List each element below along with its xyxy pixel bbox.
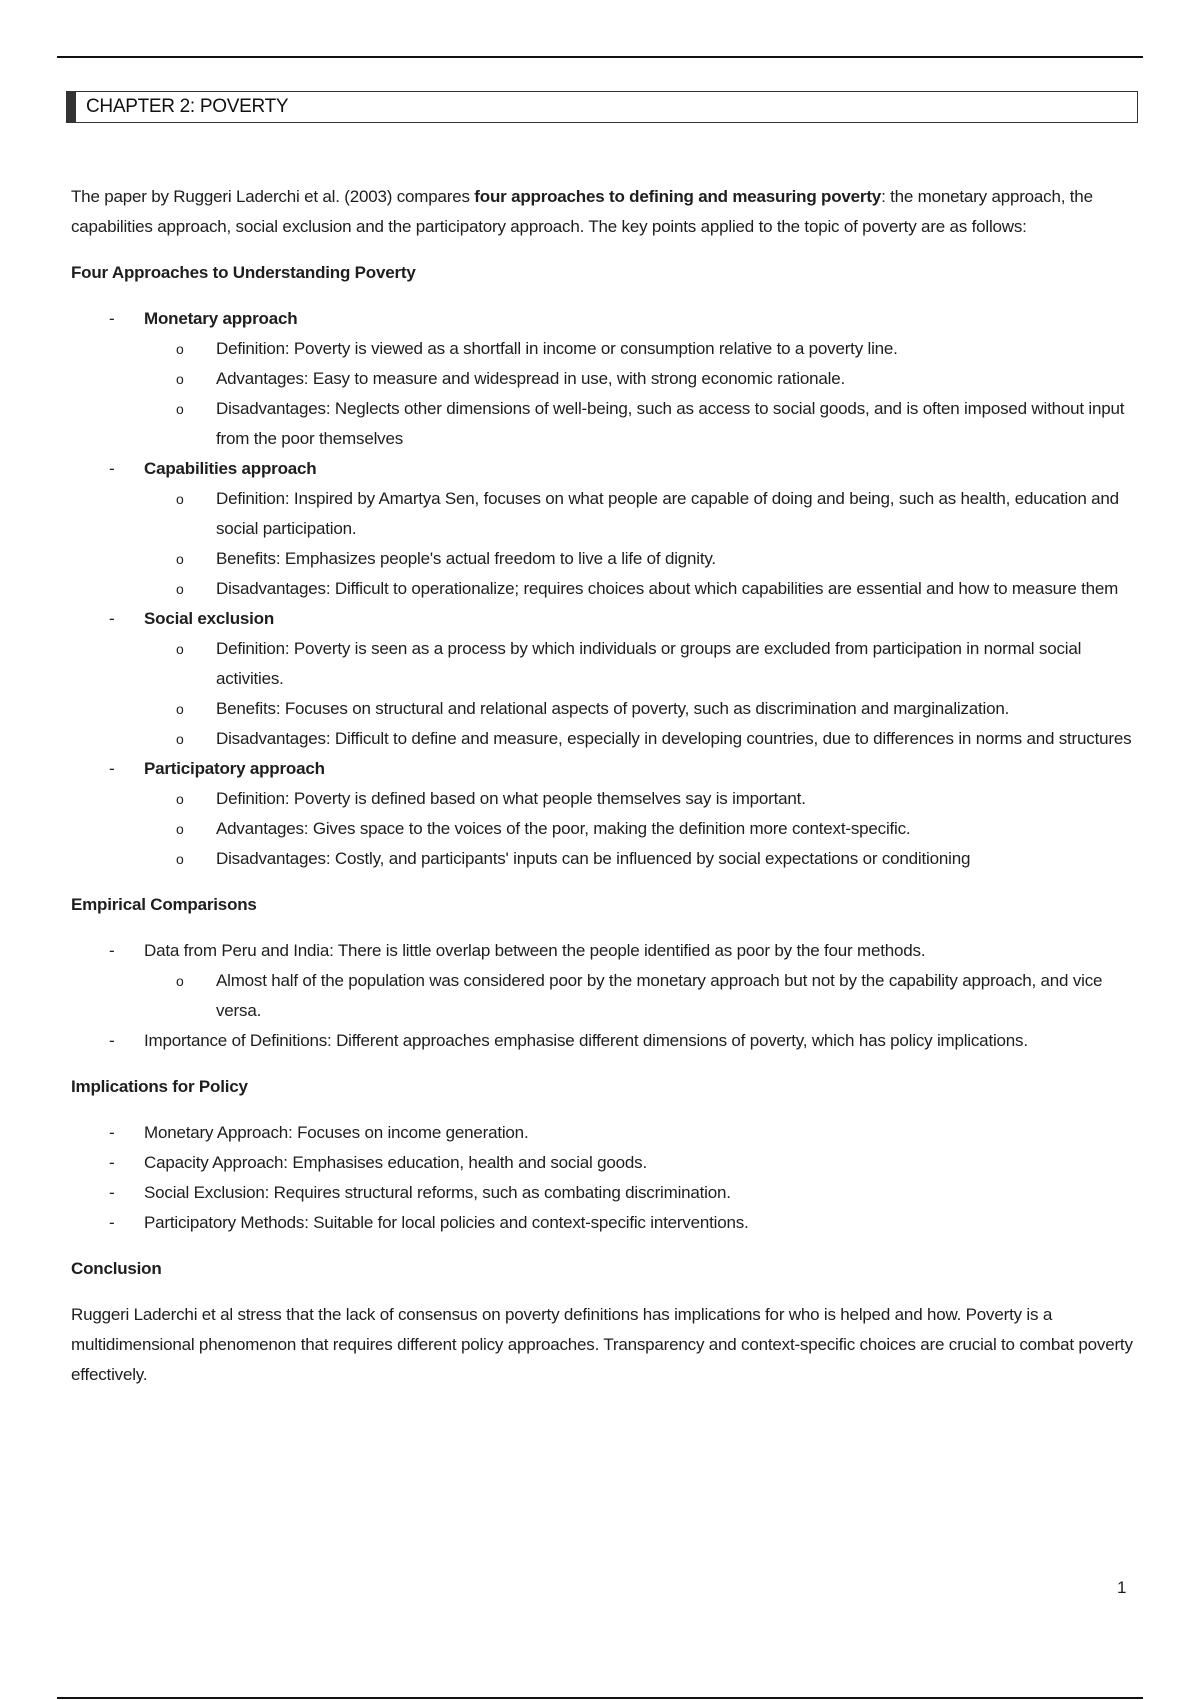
- list-item: [71, 1208, 1141, 1238]
- point-text: Definition: Poverty is viewed as a shortfall in income or consumption relative to a poverty line.: [216, 339, 898, 358]
- sub-list: [144, 966, 1141, 1026]
- circle-bullet: o: [176, 973, 184, 989]
- circle-bullet: o: [176, 701, 184, 717]
- circle-bullet: o: [176, 371, 184, 387]
- approach-title: Monetary approach: [144, 309, 298, 328]
- section-heading-empirical: Empirical Comparisons: [71, 895, 257, 914]
- dash-bullet: -: [109, 1031, 115, 1050]
- list-item: [71, 304, 1141, 454]
- list-item: [71, 454, 1141, 604]
- dash-bullet: -: [109, 459, 115, 478]
- dash-bullet: -: [109, 609, 115, 628]
- item-text: Participatory Methods: Suitable for local policies and context-specific interventions.: [144, 1213, 749, 1232]
- approach-title: Capabilities approach: [144, 459, 317, 478]
- list-item: [144, 544, 1141, 574]
- list-item: [144, 364, 1141, 394]
- list-item: [144, 724, 1141, 754]
- footer-rule: [57, 1697, 1143, 1699]
- approach-title: Participatory approach: [144, 759, 325, 778]
- list-item: [144, 844, 1141, 874]
- list-item: [144, 634, 1141, 694]
- dash-bullet: -: [109, 1213, 115, 1232]
- dash-bullet: -: [109, 1153, 115, 1172]
- dash-bullet: -: [109, 309, 115, 328]
- conclusion-paragraph: Ruggeri Laderchi et al stress that the lack of consensus on poverty definitions has implications for who is helped and how. Poverty is a multidimensional phenomenon that requires different policy approaches. Transparency and context-specific choices are crucial to combat poverty effectively.: [71, 1305, 1133, 1384]
- chapter-title: CHAPTER 2: POVERTY: [86, 96, 289, 117]
- point-text: Definition: Inspired by Amartya Sen, focuses on what people are capable of doing and being, such as health, education and social participation.: [216, 489, 1119, 538]
- list-item: [144, 394, 1141, 454]
- list-item: [144, 334, 1141, 364]
- list-item: [71, 1118, 1141, 1148]
- circle-bullet: o: [176, 641, 184, 657]
- point-text: Disadvantages: Costly, and participants' inputs can be influenced by social expectations or conditioning: [216, 849, 971, 868]
- sub-list: [144, 484, 1141, 604]
- circle-bullet: o: [176, 731, 184, 747]
- dash-bullet: -: [109, 759, 115, 778]
- circle-bullet: o: [176, 791, 184, 807]
- point-text: Advantages: Gives space to the voices of the poor, making the definition more context-specific.: [216, 819, 911, 838]
- item-text: Social Exclusion: Requires structural reforms, such as combating discrimination.: [144, 1183, 731, 1202]
- dash-bullet: -: [109, 1183, 115, 1202]
- point-text: Definition: Poverty is defined based on what people themselves say is important.: [216, 789, 806, 808]
- page-number: 1: [1117, 1578, 1127, 1597]
- point-text: Disadvantages: Neglects other dimensions of well-being, such as access to social goods, and is often imposed without input from the poor themselves: [216, 399, 1125, 448]
- circle-bullet: o: [176, 491, 184, 507]
- list-item: [144, 484, 1141, 544]
- intro-text-start: The paper by Ruggeri Laderchi et al. (2003) compares: [71, 187, 475, 206]
- point-text: Benefits: Focuses on structural and relational aspects of poverty, such as discrimination and marginalization.: [216, 699, 1010, 718]
- point-text: Definition: Poverty is seen as a process by which individuals or groups are excluded from participation in normal social activities.: [216, 639, 1082, 688]
- dash-bullet: -: [109, 941, 115, 960]
- policy-list: [71, 1118, 1141, 1238]
- sub-list: [144, 334, 1141, 454]
- list-item: [71, 1026, 1141, 1056]
- section-heading-approaches: Four Approaches to Understanding Poverty: [71, 263, 416, 282]
- header-rule: [57, 56, 1143, 58]
- circle-bullet: o: [176, 581, 184, 597]
- intro-text-end: : the monetary approach, the capabilities approach, social exclusion and the participatory approach. The key points applied to the topic of poverty are as follows:: [71, 187, 1093, 236]
- chapter-heading-box: [66, 91, 1138, 123]
- list-item: [71, 604, 1141, 754]
- dash-bullet: -: [109, 1123, 115, 1142]
- list-item: [71, 1148, 1141, 1178]
- list-item: [144, 966, 1141, 1026]
- point-text: Disadvantages: Difficult to operationalize; requires choices about which capabilities are essential and how to measure them: [216, 579, 1119, 598]
- list-item: [71, 1178, 1141, 1208]
- intro-emphasis: four approaches to defining and measuring poverty: [474, 187, 882, 206]
- list-item: [144, 814, 1141, 844]
- circle-bullet: o: [176, 851, 184, 867]
- approach-title: Social exclusion: [144, 609, 275, 628]
- list-item: [71, 754, 1141, 874]
- item-text: Importance of Definitions: Different approaches emphasise different dimensions of poverty, which has policy implications.: [144, 1031, 1028, 1050]
- point-text: Benefits: Emphasizes people's actual freedom to live a life of dignity.: [216, 549, 716, 568]
- circle-bullet: o: [176, 401, 184, 417]
- point-text: Advantages: Easy to measure and widespread in use, with strong economic rationale.: [216, 369, 846, 388]
- item-text: Monetary Approach: Focuses on income generation.: [144, 1123, 529, 1142]
- point-text: Almost half of the population was considered poor by the monetary approach but not by the capability approach, and vice versa.: [216, 971, 1103, 1020]
- point-text: Disadvantages: Difficult to define and measure, especially in developing countries, due to differences in norms and structures: [216, 729, 1132, 748]
- list-item: [144, 784, 1141, 814]
- sub-list: [144, 634, 1141, 754]
- list-item: [71, 936, 1141, 1026]
- circle-bullet: o: [176, 821, 184, 837]
- document-body: [71, 182, 1141, 1390]
- sub-list: [144, 784, 1141, 874]
- intro-paragraph: [71, 182, 1141, 242]
- section-heading-policy: Implications for Policy: [71, 1077, 248, 1096]
- item-text: Capacity Approach: Emphasises education, health and social goods.: [144, 1153, 647, 1172]
- section-heading-conclusion: Conclusion: [71, 1259, 162, 1278]
- list-item: [144, 574, 1141, 604]
- list-item: [144, 694, 1141, 724]
- circle-bullet: o: [176, 341, 184, 357]
- circle-bullet: o: [176, 551, 184, 567]
- approaches-list: [71, 304, 1141, 874]
- empirical-list: [71, 936, 1141, 1056]
- item-text: Data from Peru and India: There is little overlap between the people identified as poor by the four methods.: [144, 941, 926, 960]
